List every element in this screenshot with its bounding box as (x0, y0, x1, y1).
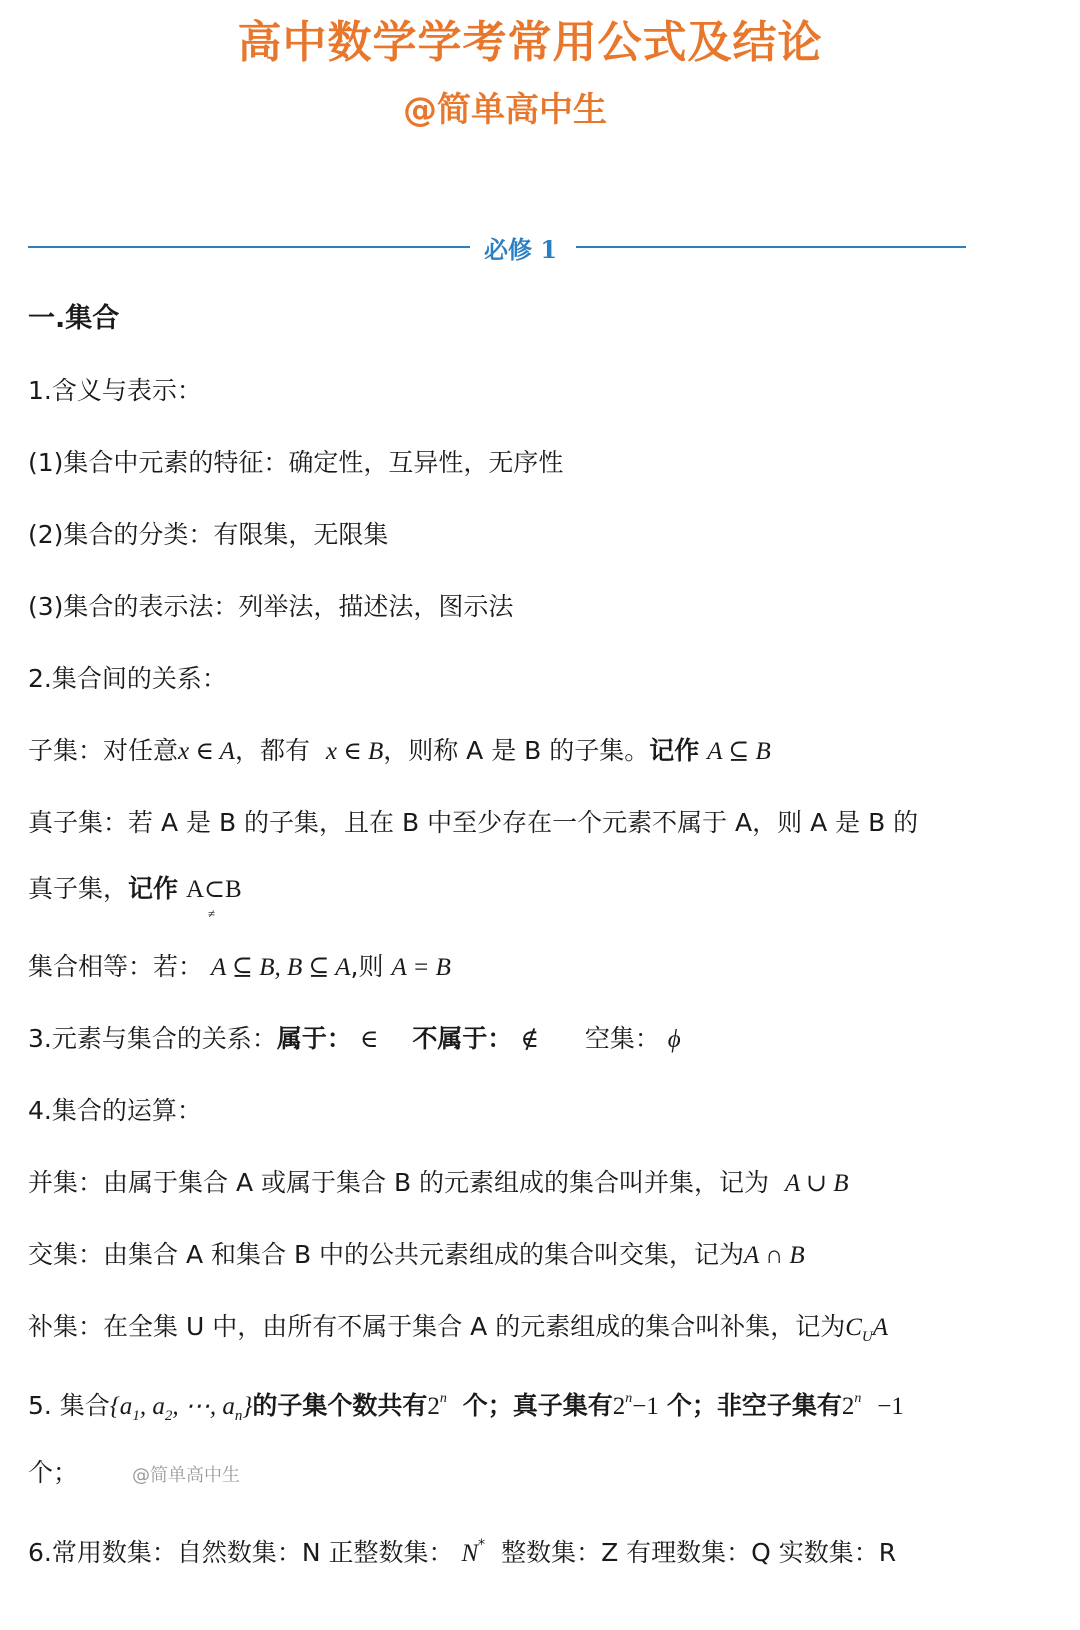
count-minus-3: −1 (877, 1393, 904, 1420)
count-power-1: 2 (427, 1393, 440, 1420)
count-exp-2: n (625, 1391, 633, 1406)
complement-definition (28, 1310, 888, 1354)
equal-text-a: 集合相等：若： (28, 952, 204, 981)
proper-text-a: 真子集， (28, 874, 129, 903)
equal-math-2: A = B (391, 954, 451, 981)
proper-subset-symbol (204, 873, 225, 921)
text-set-operations: 4.集合的运算： (28, 1096, 202, 1125)
union-math: A ∪ B (784, 1170, 849, 1197)
relation-empty-symbol: ϕ (667, 1026, 681, 1053)
count-power-3: 2 (841, 1393, 855, 1420)
document-subtitle: @简单高中生 (403, 90, 607, 130)
relation-not-belongs-label: 不属于： (412, 1024, 513, 1053)
proper-subset-neq: ≠ (208, 906, 216, 921)
document-title: 高中数学学考常用公式及结论 (237, 17, 823, 68)
text-set-types: (2)集合的分类：有限集，无限集 (28, 520, 389, 549)
count-index-n: n (234, 1408, 243, 1424)
complement-u: U (861, 1329, 873, 1345)
count-sep-3: , ⋯, a (172, 1393, 235, 1420)
count-exp-1: n (439, 1391, 447, 1406)
intersection-definition (28, 1238, 805, 1273)
section-rule-right (576, 246, 966, 248)
proper-notation-label: 记作 (128, 874, 179, 903)
set-equality (28, 950, 451, 985)
proper-set-b: B (225, 876, 242, 903)
subset-math-2: x ∈ B (325, 738, 384, 765)
text-element-features: (1)集合中元素的特征：确定性，互异性，无序性 (28, 448, 564, 477)
intersection-math: A ∩ B (744, 1242, 805, 1269)
relation-not-belongs-symbol: ∉ (520, 1026, 539, 1053)
proper-subset-glyph: ⊂ (204, 876, 225, 903)
complement-a: A (872, 1314, 889, 1341)
count-set-close: } (242, 1393, 253, 1420)
equal-text-b: ,则 (350, 952, 384, 981)
numsets-text-b: 整数集：Z 有理数集：Q 实数集：R (501, 1538, 897, 1567)
subset-definition (28, 734, 771, 769)
count-minus-2: −1 (632, 1393, 659, 1420)
count-nonempty-label: 个；非空子集有 (666, 1391, 842, 1420)
union-definition (28, 1166, 849, 1201)
count-sep-2: , a (139, 1393, 165, 1420)
relation-belongs-label: 属于： (276, 1024, 352, 1053)
proper-set-a: A (185, 876, 205, 903)
numsets-n: N (461, 1540, 479, 1567)
count-index-1: 1 (132, 1408, 140, 1424)
union-text: 并集：由属于集合 A 或属于集合 B 的元素组成的集合叫并集，记为 (28, 1168, 770, 1197)
equal-math-1: A ⊆ B, B ⊆ A (210, 954, 351, 981)
count-index-2: 2 (164, 1408, 173, 1424)
intersection-text: 交集：由集合 A 和集合 B 中的公共元素组成的集合叫交集，记为 (28, 1240, 745, 1269)
subset-text-a: 子集：对任意 (28, 736, 179, 765)
relation-belongs-symbol: ∈ (359, 1026, 379, 1053)
watermark: @简单高中生 (132, 1465, 241, 1486)
proper-subset-definition: 真子集：若 A 是 B 的子集，且在 B 中至少存在一个元素不属于 A，则 A 是 B 的 (28, 808, 919, 837)
section-rule-left (28, 246, 470, 248)
relation-empty-label: 空集： (584, 1024, 660, 1053)
numsets-text-a: 6.常用数集：自然数集：N 正整数集： (28, 1538, 454, 1567)
count-text-a: 5. 集合 (28, 1391, 110, 1420)
count-subsets-label: 的子集个数共有 (252, 1391, 428, 1420)
subset-count-continued (28, 1456, 240, 1493)
heading-sets: 一.集合 (28, 303, 120, 334)
complement-text: 补集：在全集 U 中，由所有不属于集合 A 的元素组成的集合叫补集，记为 (28, 1312, 846, 1341)
subset-text-b: ，都有 (234, 736, 310, 765)
count-exp-3: n (854, 1391, 862, 1406)
text-set-relations: 2.集合间的关系： (28, 664, 227, 693)
element-set-relation (28, 1022, 681, 1057)
subset-math-3: A ⊆ B (707, 738, 771, 765)
number-sets (28, 1528, 896, 1571)
count2-text: 个； (28, 1458, 79, 1487)
text-set-notation: (3)集合的表示法：列举法，描述法，图示法 (28, 592, 514, 621)
proper-subset-notation (28, 872, 242, 921)
subset-count (28, 1382, 904, 1433)
subset-notation-label: 记作 (649, 736, 700, 765)
count-set-open: {a (109, 1393, 133, 1420)
subset-text-c: ，则称 A 是 B 的子集。 (383, 736, 650, 765)
section-label: 必修 1 (484, 235, 558, 264)
section-header (28, 230, 968, 264)
count-power-2: 2 (612, 1393, 626, 1420)
subset-math-1: x ∈ A (178, 738, 235, 765)
count-proper-label: 个；真子集有 (462, 1391, 613, 1420)
text-definition: 1.含义与表示： (28, 376, 202, 405)
numsets-star: * (478, 1537, 486, 1553)
relation-text-a: 3.元素与集合的关系： (28, 1024, 277, 1053)
complement-c: C (845, 1314, 862, 1341)
